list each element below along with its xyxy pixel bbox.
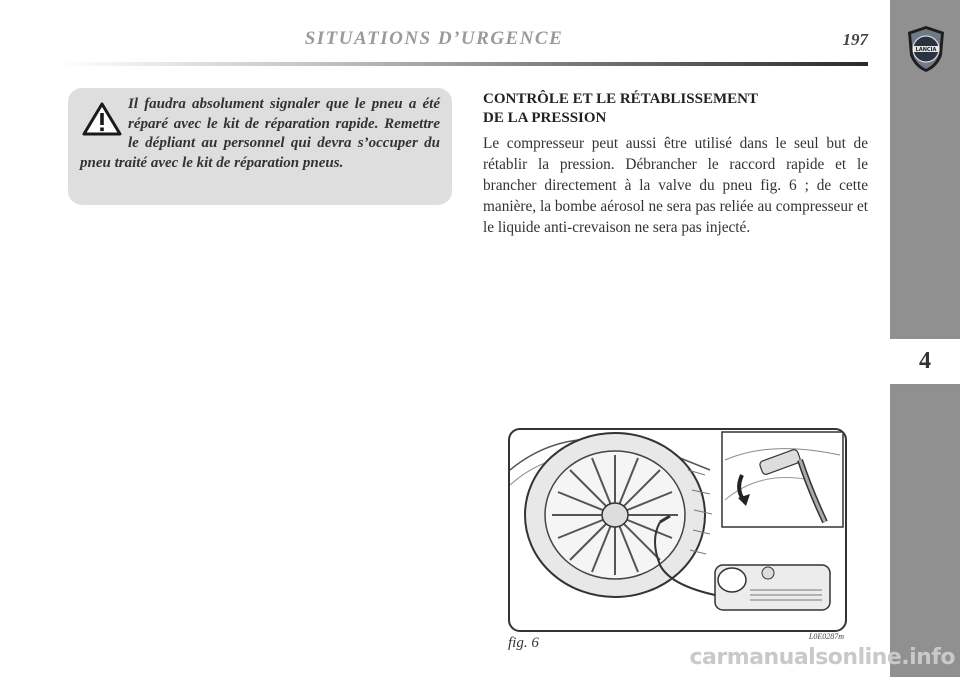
watermark[interactable]: carmanualsonline.info (689, 645, 955, 670)
logo-lettering: LANCIA (915, 47, 937, 53)
figure-label: fig. 6 (508, 635, 539, 651)
header-title: SITUATIONS D’URGENCE (304, 28, 564, 49)
section-heading (483, 90, 863, 128)
lancia-shield-icon (905, 25, 947, 73)
section-heading-line-1: CONTRÔLE ET LE RÉTABLISSEMENT (483, 91, 758, 107)
tyre-compressor-illustration (510, 430, 845, 630)
page-number: 197 (842, 30, 868, 49)
chapter-number[interactable]: 4 (919, 348, 931, 374)
side-tab (890, 0, 960, 677)
section-heading-line-2: DE LA PRESSION (483, 110, 607, 126)
warning-text: Il faudra absolument signaler que le pneu a été réparé avec le kit de réparation rapide. Remettre le dépliant au personnel qui devra s’occuper du pneu traité avec le kit de réparation pneus. (80, 96, 440, 171)
figure-code: L0E0287m (808, 632, 844, 641)
header-rule (60, 62, 868, 66)
section-body: Le compresseur peut aussi être utilisé dans le seul but de rétablir la pression. Débrancher le raccord rapide et le brancher directement à la valve du pneu fig. 6 ; de cette manière, la bombe aérosol ne sera pas reliée au compresseur et le liquide anti-crevaison ne sera pas injecté. (483, 135, 868, 236)
figure-box (508, 428, 847, 632)
side-tab-bottom-band (890, 387, 960, 677)
